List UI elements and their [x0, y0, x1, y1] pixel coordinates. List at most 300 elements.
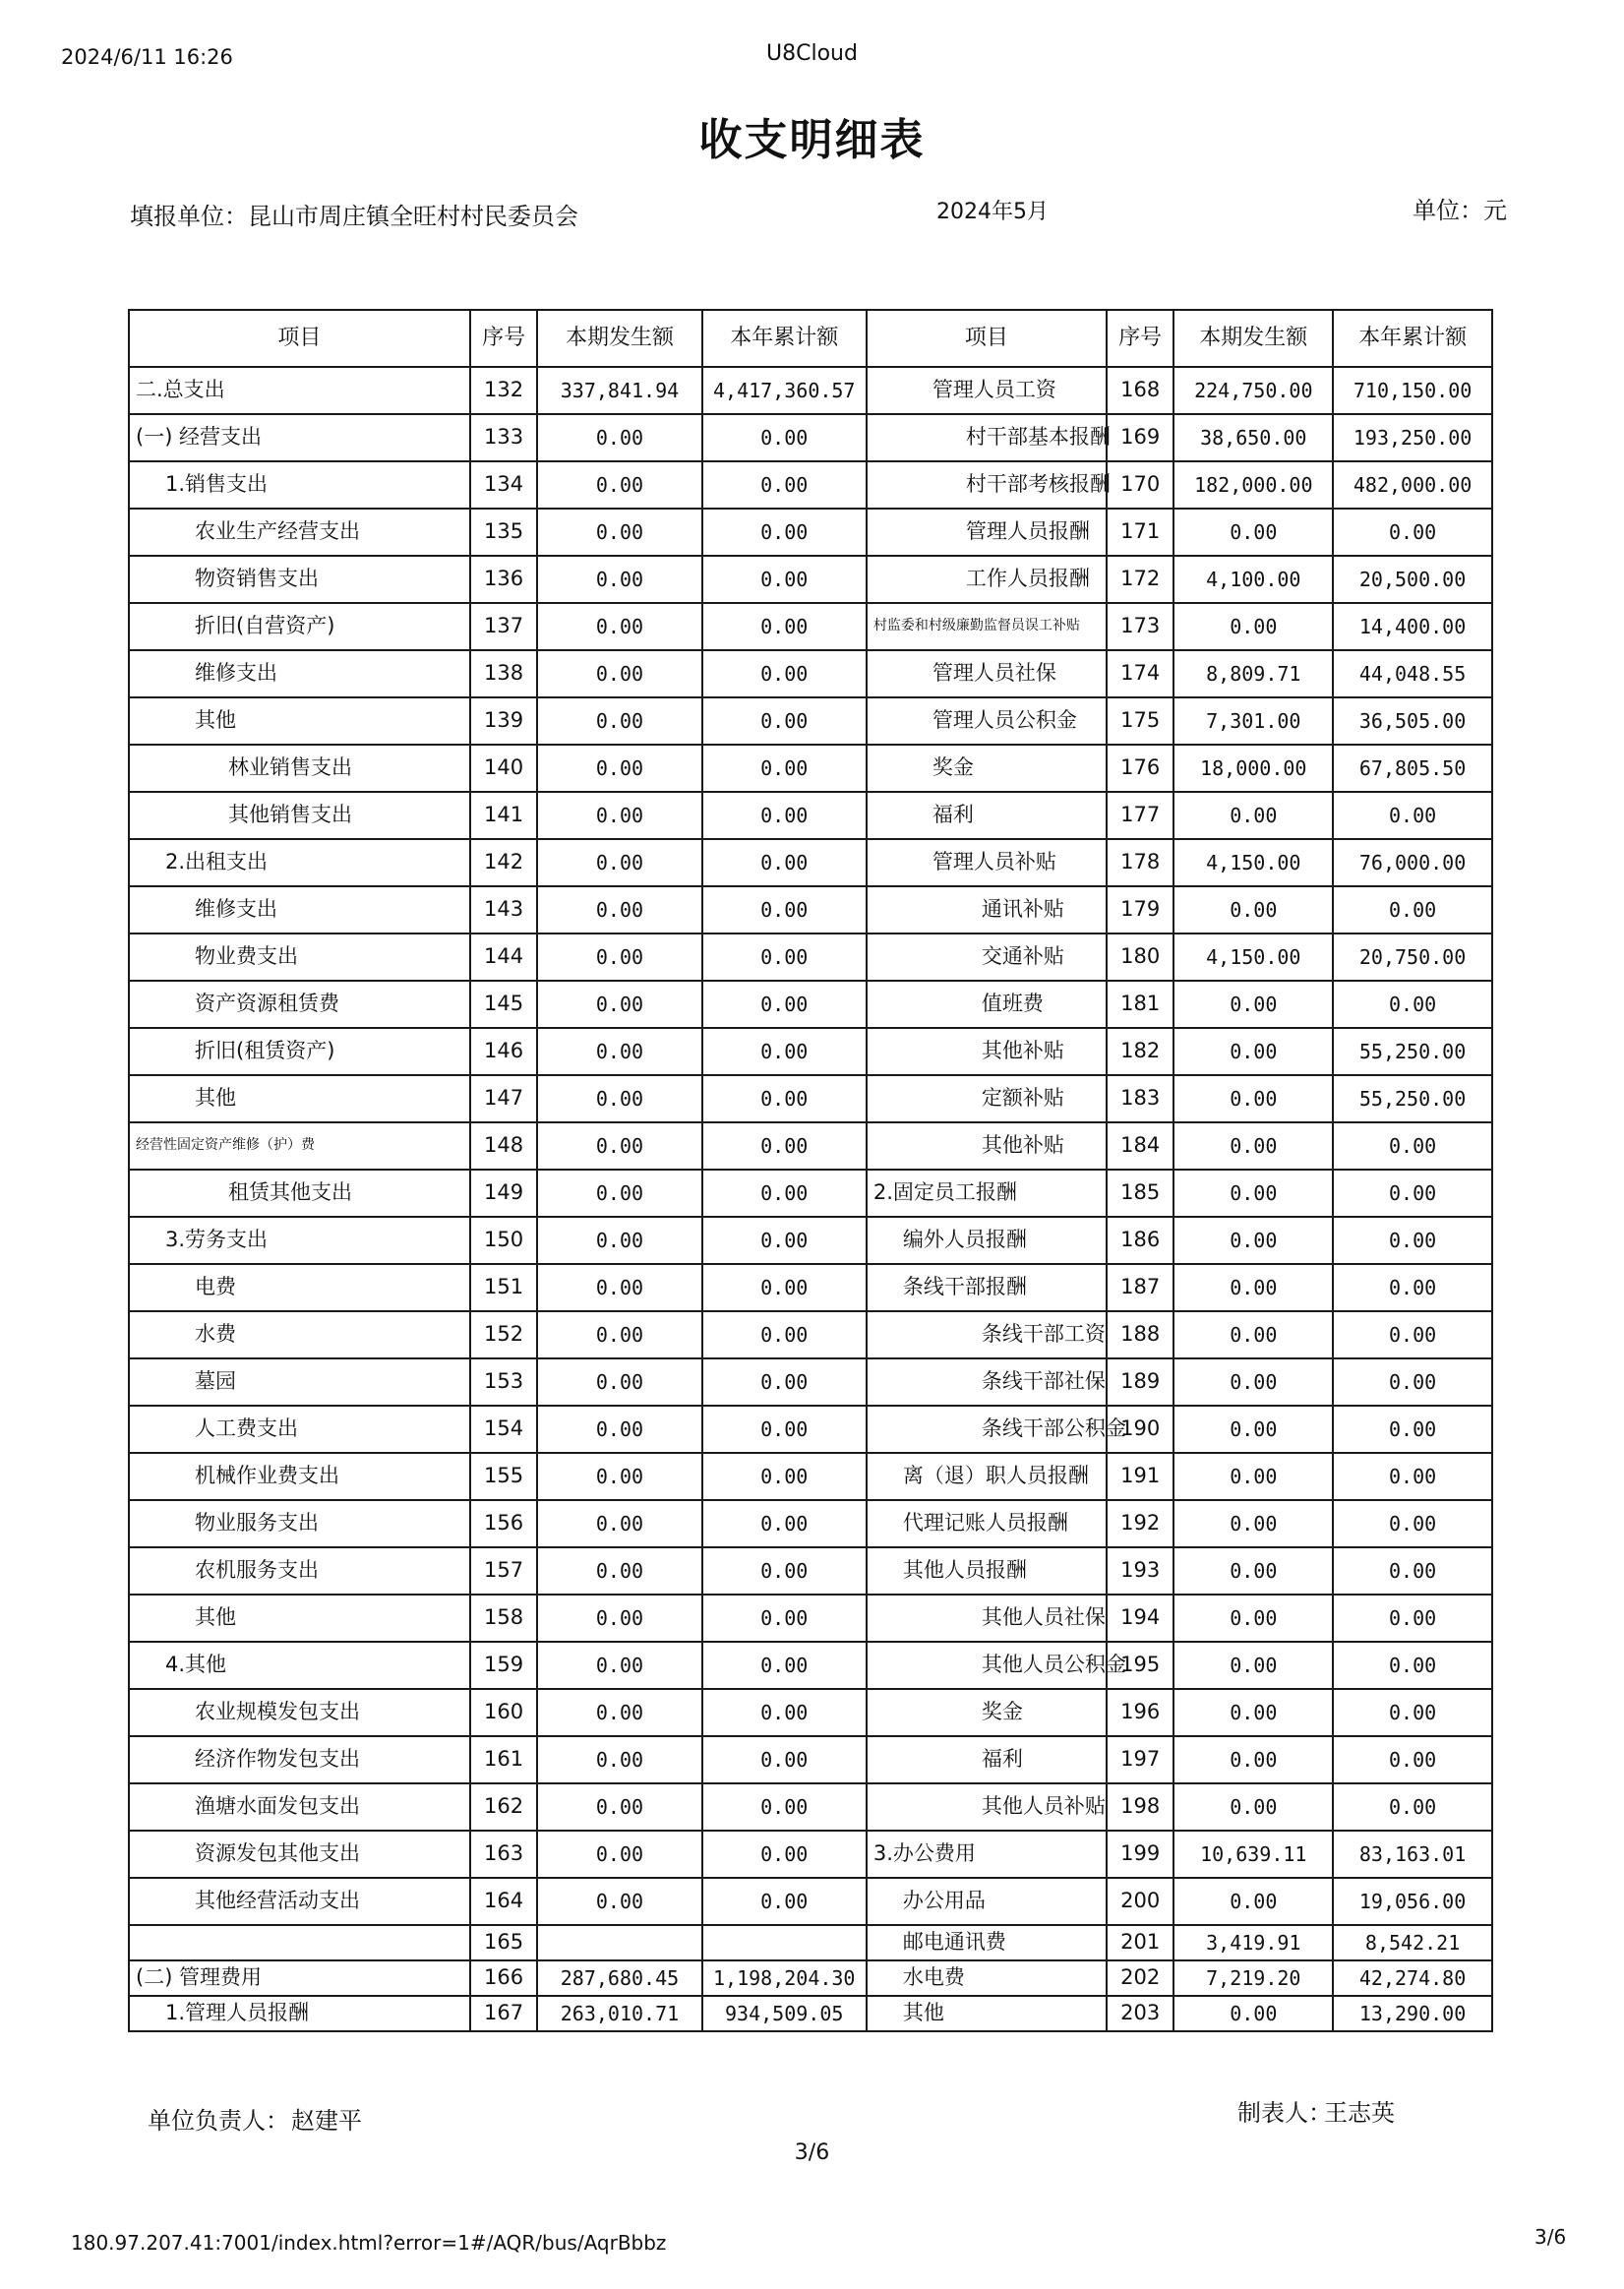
left-item-cell: 折旧(租赁资产) [129, 1028, 470, 1075]
left-ytd-amount-cell: 0.00 [702, 697, 867, 745]
right-current-amount-cell: 4,100.00 [1173, 556, 1333, 603]
table-row [129, 603, 1492, 650]
right-ytd-amount-cell: 0.00 [1333, 981, 1492, 1028]
table-header-row [129, 310, 1492, 367]
right-item-cell: 离（退）职人员报酬 [867, 1453, 1107, 1500]
left-ytd-amount-cell: 0.00 [702, 1075, 867, 1122]
left-seq-cell: 154 [470, 1406, 538, 1453]
right-ytd-amount-cell: 67,805.50 [1333, 745, 1492, 792]
right-current-amount-cell: 7,301.00 [1173, 697, 1333, 745]
table-row [129, 1547, 1492, 1595]
right-ytd-amount-cell: 83,163.01 [1333, 1831, 1492, 1878]
left-ytd-amount-cell: 4,417,360.57 [702, 367, 867, 414]
left-current-amount-cell [537, 1925, 701, 1960]
left-current-amount-cell: 0.00 [537, 697, 701, 745]
right-item-cell: 代理记账人员报酬 [867, 1500, 1107, 1547]
left-seq-cell: 145 [470, 981, 538, 1028]
left-item-cell [129, 1925, 470, 1960]
right-seq-cell: 176 [1107, 745, 1174, 792]
left-current-amount-cell: 0.00 [537, 461, 701, 509]
left-ytd-amount-cell: 0.00 [702, 1264, 867, 1311]
right-seq-cell: 190 [1107, 1406, 1174, 1453]
column-header: 序号 [1107, 310, 1174, 367]
left-seq-cell: 156 [470, 1500, 538, 1547]
left-seq-cell: 166 [470, 1960, 538, 1996]
table-row [129, 1996, 1492, 2031]
right-seq-cell: 174 [1107, 650, 1174, 697]
right-item-cell: 其他人员社保 [867, 1595, 1107, 1642]
right-seq-cell: 194 [1107, 1595, 1174, 1642]
print-date: 2024/6/11 16:26 [61, 45, 233, 69]
left-seq-cell: 143 [470, 886, 538, 934]
right-seq-cell: 169 [1107, 414, 1174, 461]
right-seq-cell: 179 [1107, 886, 1174, 934]
left-item-cell: 电费 [129, 1264, 470, 1311]
table-row [129, 839, 1492, 886]
left-seq-cell: 161 [470, 1736, 538, 1783]
left-current-amount-cell: 287,680.45 [537, 1960, 701, 1996]
page-title: 收支明细表 [698, 115, 926, 165]
right-ytd-amount-cell: 482,000.00 [1333, 461, 1492, 509]
right-current-amount-cell: 0.00 [1173, 603, 1333, 650]
table-row [129, 745, 1492, 792]
right-seq-cell: 183 [1107, 1075, 1174, 1122]
table-row [129, 697, 1492, 745]
left-item-cell: 其他 [129, 697, 470, 745]
table-row [129, 792, 1492, 839]
right-seq-cell: 202 [1107, 1960, 1174, 1996]
table-row [129, 1595, 1492, 1642]
left-current-amount-cell: 0.00 [537, 556, 701, 603]
left-ytd-amount-cell: 0.00 [702, 886, 867, 934]
left-item-cell: 农业规模发包支出 [129, 1689, 470, 1736]
table-row [129, 1122, 1492, 1170]
left-item-cell: 水费 [129, 1311, 470, 1358]
left-seq-cell: 136 [470, 556, 538, 603]
right-seq-cell: 175 [1107, 697, 1174, 745]
table-row [129, 1831, 1492, 1878]
left-seq-cell: 152 [470, 1311, 538, 1358]
right-ytd-amount-cell: 0.00 [1333, 1358, 1492, 1406]
right-ytd-amount-cell: 0.00 [1333, 1783, 1492, 1831]
currency-unit: 单位：元 [1413, 197, 1507, 224]
left-item-cell: 其他销售支出 [129, 792, 470, 839]
right-current-amount-cell: 0.00 [1173, 1547, 1333, 1595]
right-current-amount-cell: 0.00 [1173, 1311, 1333, 1358]
right-seq-cell: 168 [1107, 367, 1174, 414]
right-item-cell: 条线干部社保 [867, 1358, 1107, 1406]
responsible-label: 单位负责人： [148, 2107, 289, 2135]
table-row [129, 1358, 1492, 1406]
left-ytd-amount-cell: 0.00 [702, 1311, 867, 1358]
right-current-amount-cell: 18,000.00 [1173, 745, 1333, 792]
left-ytd-amount-cell: 0.00 [702, 839, 867, 886]
right-current-amount-cell: 4,150.00 [1173, 934, 1333, 981]
right-ytd-amount-cell: 19,056.00 [1333, 1878, 1492, 1925]
left-current-amount-cell: 0.00 [537, 1170, 701, 1217]
table-row [129, 1453, 1492, 1500]
right-seq-cell: 193 [1107, 1547, 1174, 1595]
right-seq-cell: 196 [1107, 1689, 1174, 1736]
left-current-amount-cell: 0.00 [537, 1547, 701, 1595]
left-seq-cell: 162 [470, 1783, 538, 1831]
right-seq-cell: 186 [1107, 1217, 1174, 1264]
left-item-cell: 墓园 [129, 1358, 470, 1406]
left-item-cell: 资源发包其他支出 [129, 1831, 470, 1878]
right-ytd-amount-cell: 55,250.00 [1333, 1028, 1492, 1075]
right-item-cell: 水电费 [867, 1960, 1107, 1996]
column-header: 项目 [129, 310, 470, 367]
right-item-cell: 福利 [867, 792, 1107, 839]
left-seq-cell: 165 [470, 1925, 538, 1960]
left-item-cell: 3.劳务支出 [129, 1217, 470, 1264]
right-item-cell: 值班费 [867, 981, 1107, 1028]
right-ytd-amount-cell: 44,048.55 [1333, 650, 1492, 697]
table-row [129, 1264, 1492, 1311]
right-ytd-amount-cell: 20,500.00 [1333, 556, 1492, 603]
right-seq-cell: 201 [1107, 1925, 1174, 1960]
left-ytd-amount-cell: 0.00 [702, 603, 867, 650]
right-current-amount-cell: 0.00 [1173, 792, 1333, 839]
left-item-cell: 物业费支出 [129, 934, 470, 981]
left-seq-cell: 163 [470, 1831, 538, 1878]
right-ytd-amount-cell: 0.00 [1333, 1170, 1492, 1217]
left-item-cell: (一) 经营支出 [129, 414, 470, 461]
right-current-amount-cell: 0.00 [1173, 1028, 1333, 1075]
right-seq-cell: 198 [1107, 1783, 1174, 1831]
table-row [129, 650, 1492, 697]
left-seq-cell: 133 [470, 414, 538, 461]
right-item-cell: 其他人员补贴 [867, 1783, 1107, 1831]
right-ytd-amount-cell: 76,000.00 [1333, 839, 1492, 886]
page-url: 180.97.207.41:7001/index.html?error=1#/AQR/bus/AqrBbbz [71, 2231, 667, 2255]
left-seq-cell: 150 [470, 1217, 538, 1264]
left-item-cell: 经营性固定资产维修（护）费 [129, 1122, 470, 1170]
left-item-cell: 折旧(自营资产) [129, 603, 470, 650]
right-item-cell: 其他人员报酬 [867, 1547, 1107, 1595]
right-item-cell: 管理人员报酬 [867, 509, 1107, 556]
left-seq-cell: 153 [470, 1358, 538, 1406]
right-seq-cell: 195 [1107, 1642, 1174, 1689]
right-item-cell: 奖金 [867, 745, 1107, 792]
left-seq-cell: 137 [470, 603, 538, 650]
right-current-amount-cell: 0.00 [1173, 1075, 1333, 1122]
left-current-amount-cell: 0.00 [537, 1453, 701, 1500]
left-item-cell: 机械作业费支出 [129, 1453, 470, 1500]
left-current-amount-cell: 263,010.71 [537, 1996, 701, 2031]
table-row [129, 1925, 1492, 1960]
right-item-cell: 管理人员工资 [867, 367, 1107, 414]
left-item-cell: 农业生产经营支出 [129, 509, 470, 556]
right-ytd-amount-cell: 0.00 [1333, 1406, 1492, 1453]
left-seq-cell: 142 [470, 839, 538, 886]
left-item-cell: 维修支出 [129, 886, 470, 934]
table-row [129, 509, 1492, 556]
left-seq-cell: 147 [470, 1075, 538, 1122]
right-seq-cell: 200 [1107, 1878, 1174, 1925]
right-ytd-amount-cell: 0.00 [1333, 1122, 1492, 1170]
left-current-amount-cell: 0.00 [537, 1406, 701, 1453]
left-item-cell: 物业服务支出 [129, 1500, 470, 1547]
right-current-amount-cell: 0.00 [1173, 1453, 1333, 1500]
right-seq-cell: 181 [1107, 981, 1174, 1028]
left-current-amount-cell: 0.00 [537, 1217, 701, 1264]
left-ytd-amount-cell: 0.00 [702, 1878, 867, 1925]
column-header: 序号 [470, 310, 538, 367]
left-seq-cell: 159 [470, 1642, 538, 1689]
left-ytd-amount-cell: 0.00 [702, 1028, 867, 1075]
right-ytd-amount-cell: 0.00 [1333, 1453, 1492, 1500]
page-number-corner: 3/6 [1534, 2225, 1567, 2249]
right-current-amount-cell: 0.00 [1173, 981, 1333, 1028]
page-number: 3/6 [794, 2140, 830, 2165]
table-row [129, 1783, 1492, 1831]
right-item-cell: 管理人员公积金 [867, 697, 1107, 745]
left-ytd-amount-cell: 0.00 [702, 1547, 867, 1595]
left-seq-cell: 164 [470, 1878, 538, 1925]
table-row [129, 1217, 1492, 1264]
right-item-cell: 管理人员社保 [867, 650, 1107, 697]
table-row [129, 556, 1492, 603]
right-current-amount-cell: 0.00 [1173, 1736, 1333, 1783]
right-ytd-amount-cell: 193,250.00 [1333, 414, 1492, 461]
left-current-amount-cell: 0.00 [537, 603, 701, 650]
right-seq-cell: 203 [1107, 1996, 1174, 2031]
right-current-amount-cell: 0.00 [1173, 1878, 1333, 1925]
left-current-amount-cell: 0.00 [537, 1736, 701, 1783]
table-row [129, 1028, 1492, 1075]
left-current-amount-cell: 0.00 [537, 1878, 701, 1925]
right-item-cell: 邮电通讯费 [867, 1925, 1107, 1960]
right-item-cell: 2.固定员工报酬 [867, 1170, 1107, 1217]
right-current-amount-cell: 0.00 [1173, 1642, 1333, 1689]
right-ytd-amount-cell: 0.00 [1333, 1500, 1492, 1547]
left-ytd-amount-cell: 0.00 [702, 1831, 867, 1878]
right-ytd-amount-cell: 8,542.21 [1333, 1925, 1492, 1960]
right-item-cell: 条线干部工资 [867, 1311, 1107, 1358]
left-ytd-amount-cell: 0.00 [702, 1689, 867, 1736]
left-current-amount-cell: 0.00 [537, 1831, 701, 1878]
left-seq-cell: 149 [470, 1170, 538, 1217]
right-ytd-amount-cell: 14,400.00 [1333, 603, 1492, 650]
right-seq-cell: 172 [1107, 556, 1174, 603]
left-item-cell: 林业销售支出 [129, 745, 470, 792]
left-ytd-amount-cell: 0.00 [702, 414, 867, 461]
right-ytd-amount-cell: 0.00 [1333, 1595, 1492, 1642]
right-current-amount-cell: 0.00 [1173, 1122, 1333, 1170]
left-ytd-amount-cell: 0.00 [702, 1453, 867, 1500]
right-item-cell: 编外人员报酬 [867, 1217, 1107, 1264]
right-ytd-amount-cell: 36,505.00 [1333, 697, 1492, 745]
column-header: 项目 [867, 310, 1107, 367]
right-current-amount-cell: 7,219.20 [1173, 1960, 1333, 1996]
left-item-cell: 渔塘水面发包支出 [129, 1783, 470, 1831]
left-current-amount-cell: 0.00 [537, 886, 701, 934]
table-row [129, 1878, 1492, 1925]
right-current-amount-cell: 0.00 [1173, 1783, 1333, 1831]
report-period: 2024年5月 [936, 200, 1049, 224]
right-seq-cell: 189 [1107, 1358, 1174, 1406]
left-item-cell: 租赁其他支出 [129, 1170, 470, 1217]
right-current-amount-cell: 0.00 [1173, 1689, 1333, 1736]
right-item-cell: 奖金 [867, 1689, 1107, 1736]
left-seq-cell: 132 [470, 367, 538, 414]
left-current-amount-cell: 0.00 [537, 1500, 701, 1547]
left-ytd-amount-cell: 0.00 [702, 745, 867, 792]
left-ytd-amount-cell: 1,198,204.30 [702, 1960, 867, 1996]
right-item-cell: 其他补贴 [867, 1122, 1107, 1170]
right-seq-cell: 197 [1107, 1736, 1174, 1783]
right-seq-cell: 188 [1107, 1311, 1174, 1358]
left-ytd-amount-cell: 0.00 [702, 1217, 867, 1264]
right-item-cell: 通讯补贴 [867, 886, 1107, 934]
left-current-amount-cell: 0.00 [537, 745, 701, 792]
right-seq-cell: 184 [1107, 1122, 1174, 1170]
right-item-cell: 其他 [867, 1996, 1107, 2031]
right-seq-cell: 191 [1107, 1453, 1174, 1500]
left-seq-cell: 151 [470, 1264, 538, 1311]
left-ytd-amount-cell: 0.00 [702, 1783, 867, 1831]
left-item-cell: 资产资源租赁费 [129, 981, 470, 1028]
left-ytd-amount-cell: 0.00 [702, 792, 867, 839]
left-ytd-amount-cell: 0.00 [702, 1500, 867, 1547]
left-ytd-amount-cell: 934,509.05 [702, 1996, 867, 2031]
left-current-amount-cell: 0.00 [537, 1689, 701, 1736]
left-current-amount-cell: 0.00 [537, 1642, 701, 1689]
left-item-cell: 4.其他 [129, 1642, 470, 1689]
left-item-cell: 其他 [129, 1075, 470, 1122]
reporting-unit: 填报单位：昆山市周庄镇全旺村村民委员会 [130, 203, 578, 230]
right-seq-cell: 177 [1107, 792, 1174, 839]
left-seq-cell: 140 [470, 745, 538, 792]
left-current-amount-cell: 0.00 [537, 509, 701, 556]
left-ytd-amount-cell: 0.00 [702, 556, 867, 603]
right-current-amount-cell: 0.00 [1173, 1595, 1333, 1642]
left-item-cell: 2.出租支出 [129, 839, 470, 886]
table-row [129, 1170, 1492, 1217]
left-item-cell: (二) 管理费用 [129, 1960, 470, 1996]
left-item-cell: 其他经营活动支出 [129, 1878, 470, 1925]
column-header: 本期发生额 [1173, 310, 1333, 367]
left-ytd-amount-cell: 0.00 [702, 1406, 867, 1453]
right-ytd-amount-cell: 0.00 [1333, 509, 1492, 556]
left-current-amount-cell: 0.00 [537, 1264, 701, 1311]
maker-label: 制表人： [1237, 2099, 1332, 2127]
left-seq-cell: 138 [470, 650, 538, 697]
right-item-cell: 条线干部公积金 [867, 1406, 1107, 1453]
right-seq-cell: 185 [1107, 1170, 1174, 1217]
right-current-amount-cell: 10,639.11 [1173, 1831, 1333, 1878]
right-current-amount-cell: 0.00 [1173, 509, 1333, 556]
right-current-amount-cell: 0.00 [1173, 1358, 1333, 1406]
left-seq-cell: 146 [470, 1028, 538, 1075]
right-ytd-amount-cell: 42,274.80 [1333, 1960, 1492, 1996]
left-ytd-amount-cell: 0.00 [702, 461, 867, 509]
right-current-amount-cell: 8,809.71 [1173, 650, 1333, 697]
right-seq-cell: 187 [1107, 1264, 1174, 1311]
right-item-cell: 管理人员补贴 [867, 839, 1107, 886]
right-current-amount-cell: 224,750.00 [1173, 367, 1333, 414]
left-item-cell: 维修支出 [129, 650, 470, 697]
right-ytd-amount-cell: 0.00 [1333, 1736, 1492, 1783]
left-item-cell: 其他 [129, 1595, 470, 1642]
right-seq-cell: 178 [1107, 839, 1174, 886]
right-current-amount-cell: 4,150.00 [1173, 839, 1333, 886]
table-row [129, 934, 1492, 981]
right-current-amount-cell: 0.00 [1173, 1170, 1333, 1217]
left-current-amount-cell: 0.00 [537, 1783, 701, 1831]
right-current-amount-cell: 182,000.00 [1173, 461, 1333, 509]
left-item-cell: 1.销售支出 [129, 461, 470, 509]
column-header: 本期发生额 [537, 310, 701, 367]
right-item-cell: 办公用品 [867, 1878, 1107, 1925]
right-item-cell: 村干部基本报酬 [867, 414, 1107, 461]
left-ytd-amount-cell: 0.00 [702, 1595, 867, 1642]
left-seq-cell: 135 [470, 509, 538, 556]
left-ytd-amount-cell: 0.00 [702, 1170, 867, 1217]
left-ytd-amount-cell: 0.00 [702, 981, 867, 1028]
left-item-cell: 人工费支出 [129, 1406, 470, 1453]
right-current-amount-cell: 0.00 [1173, 1996, 1333, 2031]
right-current-amount-cell: 0.00 [1173, 886, 1333, 934]
right-item-cell: 其他人员公积金 [867, 1642, 1107, 1689]
right-ytd-amount-cell: 0.00 [1333, 1311, 1492, 1358]
right-seq-cell: 192 [1107, 1500, 1174, 1547]
left-current-amount-cell: 0.00 [537, 934, 701, 981]
table-row [129, 1642, 1492, 1689]
left-ytd-amount-cell [702, 1925, 867, 1960]
maker-name: 王志英 [1324, 2099, 1395, 2127]
column-header: 本年累计额 [702, 310, 867, 367]
left-seq-cell: 158 [470, 1595, 538, 1642]
right-ytd-amount-cell: 0.00 [1333, 1547, 1492, 1595]
right-current-amount-cell: 38,650.00 [1173, 414, 1333, 461]
left-current-amount-cell: 0.00 [537, 792, 701, 839]
right-item-cell: 条线干部报酬 [867, 1264, 1107, 1311]
table-row [129, 1736, 1492, 1783]
right-ytd-amount-cell: 0.00 [1333, 1642, 1492, 1689]
table-row [129, 1689, 1492, 1736]
left-current-amount-cell: 0.00 [537, 1358, 701, 1406]
left-ytd-amount-cell: 0.00 [702, 1642, 867, 1689]
right-seq-cell: 199 [1107, 1831, 1174, 1878]
table-row [129, 461, 1492, 509]
income-expense-table [128, 309, 1493, 2032]
left-current-amount-cell: 0.00 [537, 839, 701, 886]
left-seq-cell: 157 [470, 1547, 538, 1595]
right-current-amount-cell: 3,419.91 [1173, 1925, 1333, 1960]
right-ytd-amount-cell: 0.00 [1333, 1264, 1492, 1311]
right-ytd-amount-cell: 20,750.00 [1333, 934, 1492, 981]
left-item-cell: 农机服务支出 [129, 1547, 470, 1595]
right-ytd-amount-cell: 13,290.00 [1333, 1996, 1492, 2031]
right-item-cell: 交通补贴 [867, 934, 1107, 981]
left-seq-cell: 155 [470, 1453, 538, 1500]
left-current-amount-cell: 337,841.94 [537, 367, 701, 414]
table-row [129, 1311, 1492, 1358]
right-item-cell: 村干部考核报酬 [867, 461, 1107, 509]
left-seq-cell: 148 [470, 1122, 538, 1170]
table-row [129, 886, 1492, 934]
left-current-amount-cell: 0.00 [537, 414, 701, 461]
table-row [129, 1075, 1492, 1122]
right-item-cell: 定额补贴 [867, 1075, 1107, 1122]
right-ytd-amount-cell: 710,150.00 [1333, 367, 1492, 414]
right-ytd-amount-cell: 55,250.00 [1333, 1075, 1492, 1122]
right-seq-cell: 173 [1107, 603, 1174, 650]
left-seq-cell: 139 [470, 697, 538, 745]
left-seq-cell: 141 [470, 792, 538, 839]
